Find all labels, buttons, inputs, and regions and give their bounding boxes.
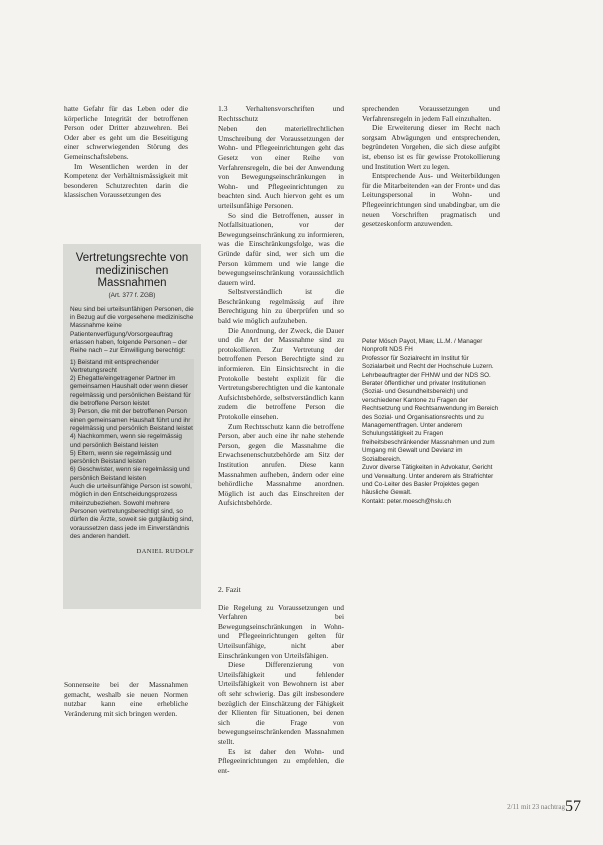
paragraph: Zum Rechtsschutz kann die betroffene Person, aber auch eine ihr nahe stehende Person, gegen die Massnahme die Erwachsenenschutzbehörde am Sitz der Institution anrufen. Diese kann Massnahmen aufheben, ändern oder eine behördliche Massnahme anordnen. Möglich ist auch das Einschreiten der Aufsichtsbehörde. [218,421,344,508]
paragraph: Selbstverständlich ist die Beschränkung regelmässig auf ihre Berechtigung hin zu überprüfen und so bald wie möglich aufzuheben. [218,287,344,326]
paragraph: Neben den materiellrechtlichen Umschreibung der Voraussetzungen der Wohn- und Pflegeeinrichtungen geht das Gesetz von einer Reihe von Verfahrensregeln, die bei der Anwendung von Bewegungseinschränkungen in Wohn- und Pflegeeinrichtungen zu beachten sind. Auch hiervon geht es um urteilsunfähige Personen. [218,124,344,210]
journal-footer: 2/11 mit 23 nachtrag [507,803,565,811]
column-middle [218,104,344,508]
box-intro: Neu sind bei urteilsunfähigen Personen, die in Bezug auf die vorgesehene medizinische Massnahme keine Patientenverfügung/Vorsorgeauftrag erlassen haben, folgende Personen – der Reihe nach – zur Einwilligung berechtigt: [70,305,194,355]
box-author: DANIEL RUDOLF [136,548,194,556]
paragraph: Die Regelung zu Voraussetzungen und Verfahren bei Bewegungseinschränkungen in Wohn- und Pflegeeinrichtungen gelten für Urteilsunfähige, nicht aber Einschränkungen von Urteilsfähigen. [218,602,344,660]
page-number: 57 [565,798,581,815]
box-outro: Auch die urteilsunfähige Person ist sowohl, möglich in den Entscheidungsprozess miteinzubeziehen. Sowohl mehrere Personen vertretungsberechtigt sind, so dürfen die Ärzte, soweit sie gutgläubig sind, voraussetzen dass jede im Einverständnis des anderen handelt. [70,483,194,540]
list-item: 3) Person, die mit der betroffenen Person einen gemeinsamen Haushalt führt und ihr regelmässig und persönlich Beistand leistet [70,408,193,432]
box-title: Vertretungsrechte von medizinischen Massnahmen [75,252,189,289]
section-heading: 1.3 Verhaltensvorschriften und Rechtsschutz [218,104,344,123]
paragraph: Die Erweiterung dieser im Recht nach sorgsam Abwägungen und entsprechenden, begründeten Vorgehen, die sich diese aufgibt ist, ebenso ist es für gewisse Protokollierung und Institution Wert zu legen. [362,123,500,171]
bio-line: Professor für Sozialrecht im Institut für Sozialarbeit und Recht der Hochschule Luzern. Lehrbeauftragter der FHNW und der NDS SO. [362,354,494,379]
list-item: 6) Geschwister, wenn sie regelmässig und persönlich Beistand leisten [70,466,190,482]
paragraph: Diese Differenzierung von Urteilsfähigkeit und fehlender Urteilsfähigkeit von Bewohnern ist aber oft sehr schwierig. Das gilt insbesondere bezüglich der Einschätzung der Fähigkeit der Klienten für Situationen, bei denen sich die Frage von bewegungseinschränkenden Massnahmen stellt. [218,660,344,746]
paragraph: Im Wesentlichen werden in der Kompetenz der Verhältnismässigkeit mit besonderen Schutzrechten darin die klassischen Voraussetzungen des [64,161,188,200]
bio-line: Zuvor diverse Tätigkeiten in Advokatur, Gericht und Verwaltung. Unter anderem als Strafrichter und Co-Leiter des Basler Projektes gegen häusliche Gewalt. [362,464,494,497]
paragraph: hatte Gefahr für das Leben oder die körperliche Integrität der betroffenen Person oder Dritter abzuwehren. Bei Oder aber es geht um die Beseitigung einer schwerwiegenden Störung des Gemeinschaftslebens. [64,104,188,161]
list-item: 4) Nachkommen, wenn sie regelmässig und persönlich Beistand leisten [70,433,182,449]
column-middle-lower [218,585,344,775]
rights-list [70,359,194,483]
author-name: Peter Mösch Payot, Mlaw, LL.M. / Manager Nonprofit NDS FH [362,338,483,354]
author-bio [362,338,502,506]
bio-line: Berater öffentlicher und privater Institutionen (Sozial- und Gesundheitsbereich) und verschiedener Kantone zu Fragen der Rechtsetzung und Rechtsanwendung im Bereich des Sozial- und Organisationsrechts und zu Managementfragen. Unter anderem Schulungstätigkeit zu Fragen freiheitsbeschränkender Massnahmen und zum Umgang mit Gewalt und Devianz im Sozialbereich. [362,380,499,463]
paragraph: sprechenden Voraussetzungen und Verfahrensregeln in jedem Fall einzuhalten. [362,104,500,123]
column-right [362,104,500,229]
author-contact: Kontakt: peter.moesch@hslu.ch [362,497,451,505]
paragraph: Die Anordnung, der Zweck, die Dauer und die Art der Massnahme sind zu protokollieren. Zur Vertretung der betroffenen Person Berechtigte sind zu informieren. Ein Einsichtsrecht in die Protokolle besteht explizit für die Vertretungsberechtigten und die kantonale Aufsichtsbehörde, selbstverständlich kann zudem die betroffene Person die Protokolle einsehen. [218,325,344,421]
paragraph: Es ist daher den Wohn- und Pflegeeinrichtungen zu empfehlen, die ent- [218,746,344,775]
info-box [63,244,201,609]
paragraph: So sind die Betroffenen, ausser in Notfallsituationen, vor der Bewegungseinschränkung zu informieren, was die Einschränkungsfolge, was die Gründe dafür sind, wer sich um die Person kümmern und wie lange die bewegungseinschränkung voraussichtlich dauern wird. [218,210,344,287]
list-item: 2) Ehegatte/eingetragener Partner im gemeinsamen Haushalt oder wenn dieser regelmässig und persönlichen Beistand für die betroffene Person leistet [70,375,191,408]
section-heading: 2. Fazit [218,585,241,594]
paragraph: Entsprechende Aus- und Weiterbildungen für die Mitarbeitenden «an der Front» und das Leitungspersonal in Wohn- und Pflegeeinrichtungen sind unabdingbar, um die neuen Vorschriften pragmatisch und gesetzeskonform anzuwenden. [362,171,500,229]
list-item: 5) Eltern, wenn sie regelmässig und persönlich Beistand leisten [70,449,172,466]
box-reference: (Art. 377 f. ZGB) [108,291,156,299]
list-item: 1) Beistand mit entsprechender Vertretungsrecht [70,358,159,374]
column-left-bottom: Sonnenseite bei der Massnahmen gemacht, weshalb sie neuen Normen nutzbar kann eine erhebliche Veränderung mit sich bringen werden. [64,680,188,718]
column-left [64,104,188,200]
